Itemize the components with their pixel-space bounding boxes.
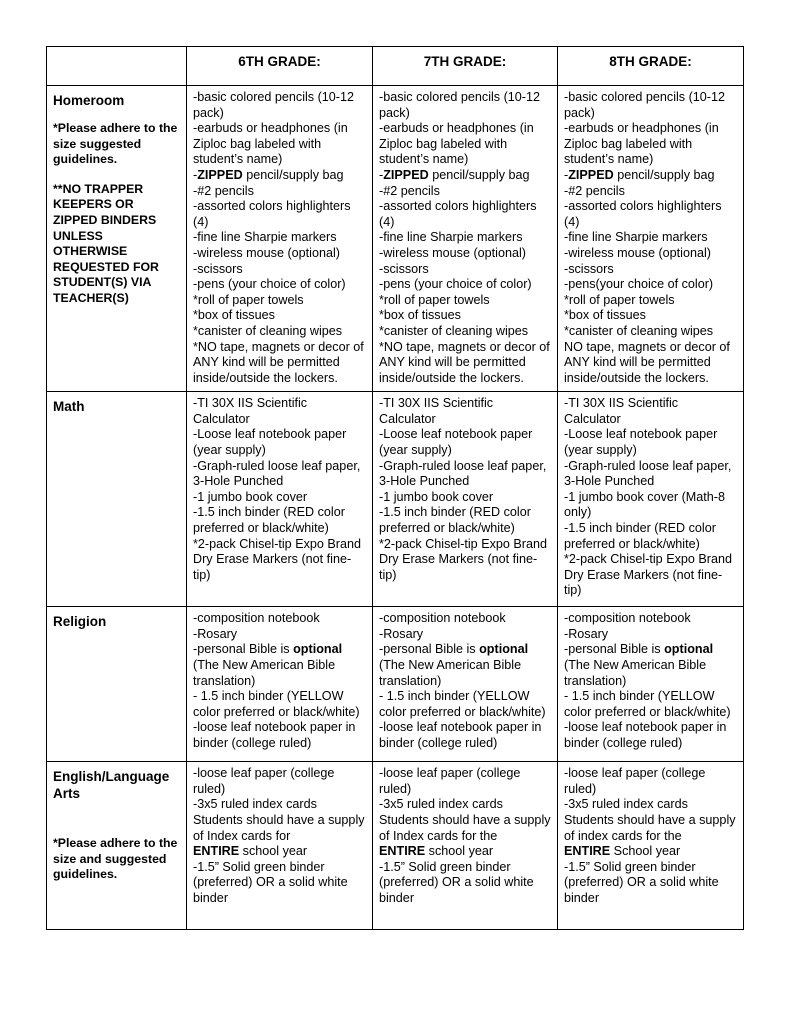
list-item: -Loose leaf notebook paper (year supply) bbox=[564, 427, 718, 458]
list-item: -#2 pencils bbox=[193, 183, 254, 198]
list-item: -assorted colors highlighters (4) bbox=[379, 199, 537, 229]
math-title: Math bbox=[53, 399, 85, 415]
ela-6th-cell bbox=[187, 762, 373, 930]
math-6th-cell bbox=[187, 392, 373, 607]
religion-6th-cell bbox=[187, 607, 373, 762]
math-label-cell bbox=[47, 392, 187, 607]
list-item: -fine line Sharpie markers bbox=[564, 230, 708, 245]
homeroom-8th-cell bbox=[558, 86, 744, 392]
list-item: -Graph-ruled loose leaf paper, 3-Hole Punched bbox=[193, 458, 361, 489]
list-item: -earbuds or headphones (in Ziploc bag labeled with student’s name) bbox=[379, 121, 534, 167]
list-item: (The New American Bible translation) bbox=[379, 658, 522, 688]
ela-row bbox=[47, 762, 744, 930]
list-item: -composition notebook bbox=[193, 611, 320, 626]
religion-label-cell bbox=[47, 607, 187, 762]
emphasis-text: optional bbox=[293, 642, 343, 657]
list-item: -1 jumbo book cover bbox=[379, 489, 494, 504]
homeroom-7th-cell bbox=[373, 86, 558, 392]
list-item: -Rosary bbox=[379, 626, 424, 641]
list-item: -composition notebook bbox=[564, 611, 691, 626]
header-6th-grade: 6TH GRADE: bbox=[187, 47, 373, 86]
list-item: -1.5 inch binder (RED color preferred or black/white) bbox=[193, 505, 345, 536]
list-item: -#2 pencils bbox=[564, 183, 625, 198]
list-item: -1.5 inch binder (RED color preferred or black/white) bbox=[379, 505, 531, 536]
list-item: -1 jumbo book cover (Math-8 only) bbox=[564, 489, 725, 520]
list-item: -personal Bible is optional bbox=[564, 642, 714, 657]
list-item: -3x5 ruled index cards bbox=[193, 797, 317, 812]
list-item: -pens (your choice of color) bbox=[193, 277, 346, 292]
list-item: -Graph-ruled loose leaf paper, 3-Hole Punched bbox=[564, 458, 732, 489]
list-item: - 1.5 inch binder (YELLOW color preferred or black/white) bbox=[379, 689, 546, 719]
list-item: *canister of cleaning wipes bbox=[193, 323, 343, 338]
emphasis-text: ZIPPED bbox=[568, 167, 614, 182]
list-item: -loose leaf paper (college ruled) bbox=[379, 766, 521, 796]
homeroom-note-size: *Please adhere to the size suggested guidelines. bbox=[53, 121, 178, 167]
list-item: -Loose leaf notebook paper (year supply) bbox=[193, 427, 347, 458]
list-item: -3x5 ruled index cards bbox=[379, 797, 503, 812]
list-item: -1.5 inch binder (RED color preferred or black/white) bbox=[564, 521, 716, 551]
emphasis-text: ENTIRE bbox=[379, 844, 426, 859]
list-item: *2-pack Chisel-tip Expo Brand Dry Erase Markers (not fine-tip) bbox=[193, 536, 361, 582]
list-item: -pens(your choice of color) bbox=[564, 277, 714, 292]
list-item: ENTIRE school year bbox=[193, 844, 308, 859]
list-item: -loose leaf notebook paper in binder (college ruled) bbox=[379, 720, 542, 751]
list-item: -fine line Sharpie markers bbox=[193, 230, 337, 245]
list-item: *canister of cleaning wipes bbox=[564, 323, 714, 338]
list-item: -Loose leaf notebook paper (year supply) bbox=[379, 427, 533, 458]
list-item: *box of tissues bbox=[564, 308, 646, 323]
list-item: -composition notebook bbox=[379, 611, 506, 626]
list-item: *2-pack Chisel-tip Expo Brand Dry Erase Markers (not fine-tip) bbox=[564, 552, 732, 598]
list-item: - 1.5 inch binder (YELLOW color preferred or black/white) bbox=[193, 689, 360, 719]
header-8th-grade: 8TH GRADE: bbox=[558, 47, 744, 86]
list-item: -ZIPPED pencil/supply bag bbox=[379, 167, 530, 182]
list-item: -assorted colors highlighters (4) bbox=[564, 199, 722, 229]
religion-8th-cell bbox=[558, 607, 744, 762]
list-item: -1.5” Solid green binder (preferred) OR a solid white binder bbox=[564, 859, 719, 906]
list-item: *box of tissues bbox=[379, 308, 461, 323]
list-item: ENTIRE School year bbox=[564, 844, 681, 859]
list-item: -basic colored pencils (10-12 pack) bbox=[193, 90, 355, 120]
emphasis-text: ENTIRE bbox=[564, 844, 611, 859]
list-item: *NO tape, magnets or decor of ANY kind will be permitted inside/outside the lockers. bbox=[193, 339, 364, 385]
list-item: -#2 pencils bbox=[379, 183, 440, 198]
supply-list-table bbox=[46, 46, 744, 930]
list-item: *roll of paper towels bbox=[379, 292, 490, 307]
list-item: -personal Bible is optional bbox=[379, 642, 529, 657]
list-item: -loose leaf notebook paper in binder (college ruled) bbox=[193, 720, 356, 751]
emphasis-text: ENTIRE bbox=[193, 844, 240, 859]
header-corner bbox=[47, 47, 187, 86]
list-item: *roll of paper towels bbox=[193, 292, 304, 307]
list-item: Students should have a supply of Index cards for the bbox=[379, 813, 551, 843]
ela-note: *Please adhere to the size and suggested guidelines. bbox=[53, 836, 178, 882]
list-item: ENTIRE school year bbox=[379, 844, 494, 859]
list-item: -scissors bbox=[564, 261, 614, 276]
list-item: Students should have a supply of Index cards for bbox=[193, 813, 365, 843]
list-item: (The New American Bible translation) bbox=[564, 658, 707, 688]
list-item: -wireless mouse (optional) bbox=[379, 245, 526, 260]
emphasis-text: ZIPPED bbox=[383, 167, 429, 182]
ela-7th-cell bbox=[373, 762, 558, 930]
list-item: -loose leaf paper (college ruled) bbox=[193, 766, 335, 796]
religion-row bbox=[47, 607, 744, 762]
ela-title: English/Language Arts bbox=[53, 769, 170, 802]
emphasis-text: ZIPPED bbox=[197, 167, 243, 182]
list-item: (The New American Bible translation) bbox=[193, 658, 336, 688]
list-item: -basic colored pencils (10-12 pack) bbox=[379, 90, 541, 120]
header-row bbox=[47, 47, 744, 86]
list-item: -1.5” Solid green binder (preferred) OR a solid white binder bbox=[193, 859, 348, 906]
list-item: *2-pack Chisel-tip Expo Brand Dry Erase Markers (not fine-tip) bbox=[379, 536, 547, 582]
list-item: -fine line Sharpie markers bbox=[379, 230, 523, 245]
ela-8th-cell bbox=[558, 762, 744, 930]
list-item: -earbuds or headphones (in Ziploc bag labeled with student’s name) bbox=[193, 121, 348, 167]
homeroom-label-cell bbox=[47, 86, 187, 392]
list-item: -TI 30X IIS Scientific Calculator bbox=[564, 396, 679, 426]
emphasis-text: optional bbox=[479, 642, 529, 657]
list-item: -pens (your choice of color) bbox=[379, 277, 532, 292]
religion-7th-cell bbox=[373, 607, 558, 762]
list-item: -Rosary bbox=[193, 626, 238, 641]
math-row bbox=[47, 392, 744, 607]
list-item: -3x5 ruled index cards bbox=[564, 797, 688, 812]
list-item: *canister of cleaning wipes bbox=[379, 323, 529, 338]
list-item: -basic colored pencils (10-12 pack) bbox=[564, 90, 726, 120]
list-item: *NO tape, magnets or decor of ANY kind will be permitted inside/outside the lockers. bbox=[379, 339, 550, 385]
list-item: NO tape, magnets or decor of ANY kind will be permitted inside/outside the lockers. bbox=[564, 339, 730, 385]
header-7th-grade: 7TH GRADE: bbox=[373, 47, 558, 86]
list-item: -Graph-ruled loose leaf paper, 3-Hole Punched bbox=[379, 458, 547, 489]
homeroom-6th-cell bbox=[187, 86, 373, 392]
ela-label-cell bbox=[47, 762, 187, 930]
list-item: -earbuds or headphones (in Ziploc bag labeled with student’s name) bbox=[564, 121, 719, 167]
list-item: -1.5” Solid green binder (preferred) OR a solid white binder bbox=[379, 859, 534, 906]
homeroom-note-binders: **NO TRAPPER KEEPERS OR ZIPPED BINDERS UNLESS OTHERWISE REQUESTED FOR STUDENT(S) VIA TEACHER(S) bbox=[53, 181, 159, 305]
list-item: *box of tissues bbox=[193, 308, 275, 323]
list-item: -wireless mouse (optional) bbox=[193, 245, 340, 260]
list-item: -scissors bbox=[193, 261, 243, 276]
list-item: -loose leaf notebook paper in binder (college ruled) bbox=[564, 720, 727, 751]
list-item: -loose leaf paper (college ruled) bbox=[564, 766, 706, 796]
list-item: *roll of paper towels bbox=[564, 292, 675, 307]
list-item: -TI 30X IIS Scientific Calculator bbox=[193, 396, 308, 426]
list-item: -1 jumbo book cover bbox=[193, 489, 308, 504]
emphasis-text: optional bbox=[664, 642, 714, 657]
religion-title: Religion bbox=[53, 614, 107, 630]
list-item: -wireless mouse (optional) bbox=[564, 245, 711, 260]
homeroom-row bbox=[47, 86, 744, 392]
list-item: -personal Bible is optional bbox=[193, 642, 343, 657]
list-item: -Rosary bbox=[564, 626, 609, 641]
list-item: -ZIPPED pencil/supply bag bbox=[193, 167, 344, 182]
list-item: -scissors bbox=[379, 261, 429, 276]
list-item: -assorted colors highlighters (4) bbox=[193, 199, 351, 229]
list-item: Students should have a supply of index cards for the bbox=[564, 813, 736, 843]
list-item: -ZIPPED pencil/supply bag bbox=[564, 167, 715, 182]
list-item: -TI 30X IIS Scientific Calculator bbox=[379, 396, 494, 426]
math-7th-cell bbox=[373, 392, 558, 607]
math-8th-cell bbox=[558, 392, 744, 607]
homeroom-title: Homeroom bbox=[53, 93, 125, 108]
list-item: - 1.5 inch binder (YELLOW color preferred or black/white) bbox=[564, 689, 731, 719]
